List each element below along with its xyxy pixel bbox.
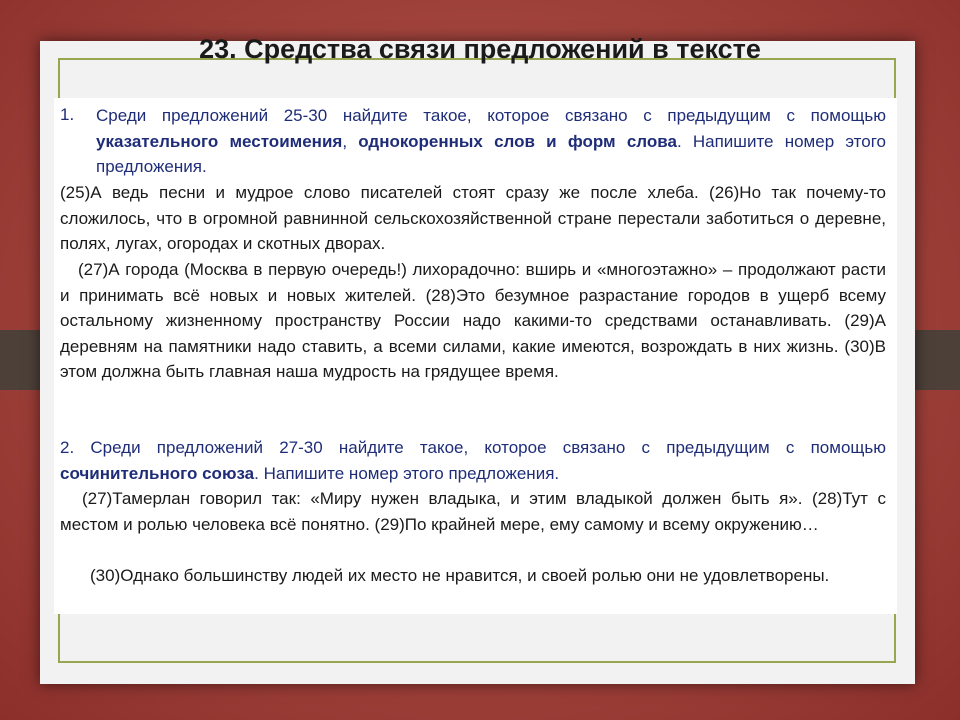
right-dark-band [915, 330, 960, 390]
task2-text-after: . Напишите номер этого предложения. [254, 463, 560, 483]
task1-question [96, 103, 886, 180]
task1-bold-roots: однокоренных слов и форм слова [358, 131, 677, 151]
left-dark-band [0, 330, 40, 390]
slide-title: 23. Средства связи предложений в тексте [199, 34, 761, 64]
text1-paragraph1: (25)А ведь песни и мудрое слово писателей стоят сразу же после хлеба. (26)Но так почему-то сложилось, что в огромной равнинной сельскохозяйственной стране перестали заботиться о деревне, полях, лугах, огородах и скотных дворах. [60, 183, 886, 253]
task2-bold-conjunction: сочинительного союза [60, 463, 255, 483]
text2-paragraph2: (30)Однако большинству людей их место не нравится, и своей ролью они не удовлетворены. [90, 566, 830, 585]
task1-separator: , [342, 131, 359, 151]
text2-paragraph1: (27)Тамерлан говорил так: «Миру нужен владыка, и этим владыкой должен быть я». (28)Тут с местом и ролью человека всё понятно. (29)По крайней мере, ему самому и всему окружению… [60, 489, 886, 534]
task1-bold-pronoun: указательного местоимения [96, 131, 343, 151]
task2-text-before: 2. Среди предложений 27-30 найдите такое, которое связано с предыдущим с помощью [60, 438, 886, 457]
task1-text-after: . Напишите номер этого предложения. [96, 131, 886, 176]
task2-question [60, 435, 886, 486]
task1-number: 1. [60, 105, 75, 124]
text1-paragraph2: (27)А города (Москва в первую очередь!) лихорадочно: вширь и «многоэтажно» – продолжают расти и принимать всё новых и новых жителей. (28)Это безумное разрастание городов в ущерб всему остальному жизненному пространству России надо какими-то средствами останавливать. (29)А деревням на памятники надо ставить, а всеми силами, какие имеются, возрождать в них жизнь. (30)В этом должна быть главная наша мудрость на грядущее время. [60, 260, 886, 381]
task1-text-before: Среди предложений 25-30 найдите такое, которое связано с предыдущим с помощью [96, 106, 886, 125]
